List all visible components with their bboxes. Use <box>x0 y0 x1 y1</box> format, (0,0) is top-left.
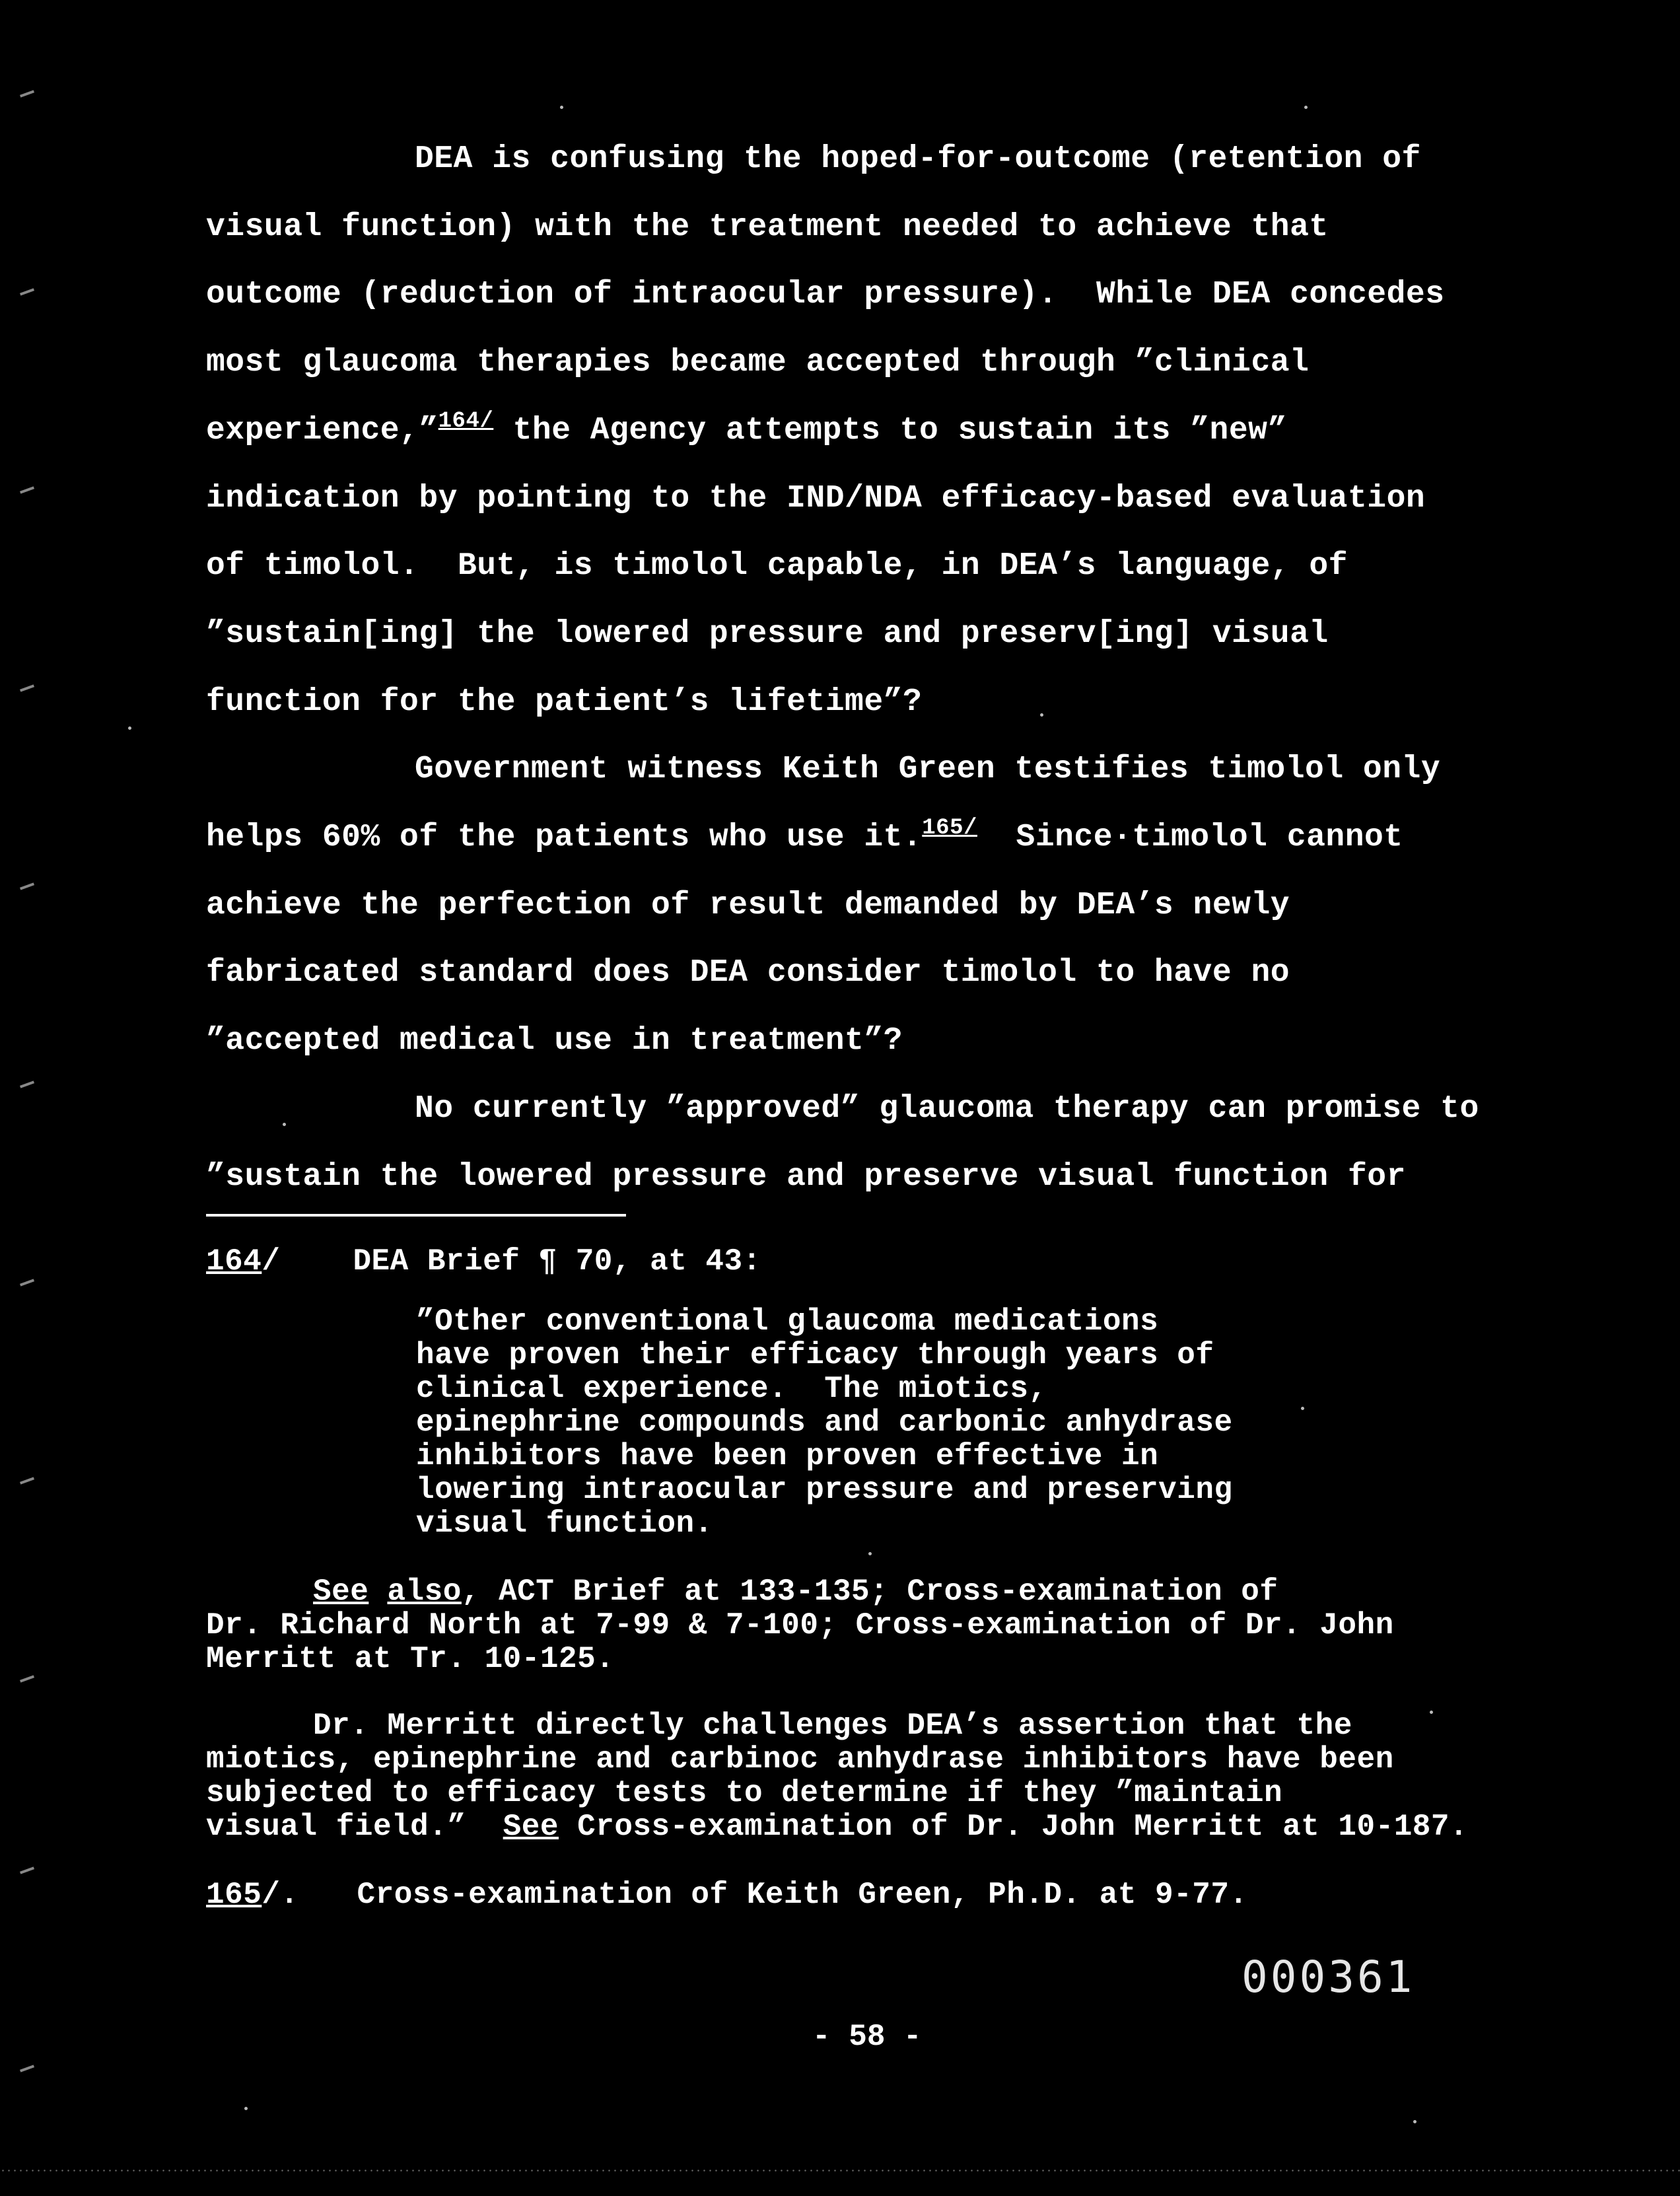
scan-speck <box>283 1123 286 1126</box>
body-line: visual function) with the treatment needed to achieve that <box>206 209 1329 245</box>
scan-edge-mark <box>20 1279 34 1286</box>
scan-edge-mark <box>20 1477 34 1484</box>
body-line: achieve the perfection of result demanded by DEA’s newly <box>206 887 1290 923</box>
body-line: of timolol. But, is timolol capable, in DEA’s language, of <box>206 548 1348 584</box>
see-signal: See <box>313 1575 369 1609</box>
scan-speck <box>1430 1711 1433 1714</box>
body-line: DEA is confusing the hoped-for-outcome (retention of <box>415 141 1421 177</box>
scan-speck <box>1304 106 1308 109</box>
footnote-text: visual field.” <box>206 1810 503 1844</box>
footnote-slash: /. <box>262 1878 299 1912</box>
scan-speck <box>128 726 131 730</box>
body-text-span: Since·timolol cannot <box>977 820 1403 856</box>
scan-edge-mark <box>20 882 34 890</box>
body-line <box>206 397 1580 465</box>
scan-bottom-edge <box>0 2170 1680 2172</box>
footnote-165 <box>206 1878 1626 1912</box>
footnote-line: Dr. Merritt directly challenges DEA’s assertion that the <box>313 1709 1352 1743</box>
body-line: most glaucoma therapies became accepted through ”clinical <box>206 345 1310 381</box>
scan-edge-mark <box>20 1675 34 1682</box>
body-text-span: helps 60% of the patients who use it. <box>206 820 923 856</box>
scan-speck <box>1040 713 1043 717</box>
quote-line: have proven their efficacy through years of <box>416 1338 1214 1372</box>
see-signal: See <box>503 1810 559 1844</box>
scan-speck <box>1413 2120 1417 2123</box>
footnote-164-heading <box>206 1245 1626 1279</box>
scan-edge-mark <box>20 90 34 97</box>
quote-line: epinephrine compounds and carbonic anhydrase <box>416 1405 1233 1440</box>
footnotes-section <box>206 1245 1626 1912</box>
scan-edge-mark <box>20 1866 34 1874</box>
quote-line: inhibitors have been proven effective in <box>416 1439 1159 1473</box>
scan-speck <box>560 106 563 109</box>
body-text-span: the Agency attempts to sustain its ”new” <box>493 412 1287 448</box>
body-line: No currently ”approved” glaucoma therapy can promise to <box>415 1090 1479 1127</box>
block-quote <box>206 1305 1626 1541</box>
footnote-text: , ACT Brief at 133-135; Cross-examination of <box>461 1575 1278 1609</box>
footnote-ref-164[interactable]: 164/ <box>438 408 494 434</box>
footnote-divider <box>206 1214 626 1217</box>
body-line: ”sustain the lowered pressure and preserve visual function for <box>206 1158 1406 1195</box>
scan-edge-mark <box>20 486 34 493</box>
scan-edge-mark <box>20 684 34 691</box>
quote-line: clinical experience. The miotics, <box>416 1372 1047 1406</box>
quote-line: lowering intraocular pressure and preserving <box>416 1473 1233 1507</box>
scan-speck <box>1301 1407 1304 1410</box>
body-line: ”sustain[ing] the lowered pressure and preserv[ing] visual <box>206 616 1329 652</box>
page-number: - 58 - <box>812 2020 922 2054</box>
footnote-number: 165 <box>206 1878 262 1912</box>
also-signal: also <box>387 1575 462 1609</box>
footnote-heading-text: DEA Brief ¶ 70, at 43: <box>353 1244 761 1279</box>
body-line: outcome (reduction of intraocular pressure). While DEA concedes <box>206 277 1445 313</box>
quote-line: visual function. <box>416 1506 713 1541</box>
footnote-line <box>206 1810 1626 1844</box>
quote-line: ”Other conventional glaucoma medications <box>416 1304 1159 1339</box>
body-line <box>206 804 1580 872</box>
scan-edge-mark <box>20 2065 34 2072</box>
footnote-line: Dr. Richard North at 7-99 & 7-100; Cross-examination of Dr. John <box>206 1608 1394 1643</box>
footnote-line: Merritt at Tr. 10-125. <box>206 1642 615 1676</box>
body-text-span: experience,” <box>206 412 438 448</box>
body-line: fabricated standard does DEA consider timolol to have no <box>206 955 1290 991</box>
body-line: Government witness Keith Green testifies timolol only <box>415 752 1441 788</box>
footnote-text: Cross-examination of Keith Green, Ph.D. at 9-77. <box>357 1878 1248 1912</box>
scan-speck <box>868 1552 872 1555</box>
footnote-line <box>206 1575 1626 1609</box>
scan-edge-mark <box>20 288 34 295</box>
footnote-ref-165[interactable]: 165/ <box>922 816 977 841</box>
body-line: ”accepted medical use in treatment”? <box>206 1023 903 1059</box>
footnote-slash: / <box>262 1244 281 1279</box>
footnote-text: Cross-examination of Dr. John Merritt at 10-187. <box>559 1810 1469 1844</box>
body-line: indication by pointing to the IND/NDA efficacy-based evaluation <box>206 480 1426 516</box>
scan-speck <box>244 2107 248 2110</box>
main-body-text <box>206 125 1580 1211</box>
footnote-line: miotics, epinephrine and carbinoc anhydrase inhibitors have been <box>206 1742 1394 1777</box>
bates-number: 000361 <box>1242 1952 1415 2002</box>
footnote-number: 164 <box>206 1244 262 1279</box>
footnote-line: subjected to efficacy tests to determine if they ”maintain <box>206 1776 1283 1810</box>
scan-edge-mark <box>20 1080 34 1088</box>
body-line: function for the patient’s lifetime”? <box>206 684 923 720</box>
